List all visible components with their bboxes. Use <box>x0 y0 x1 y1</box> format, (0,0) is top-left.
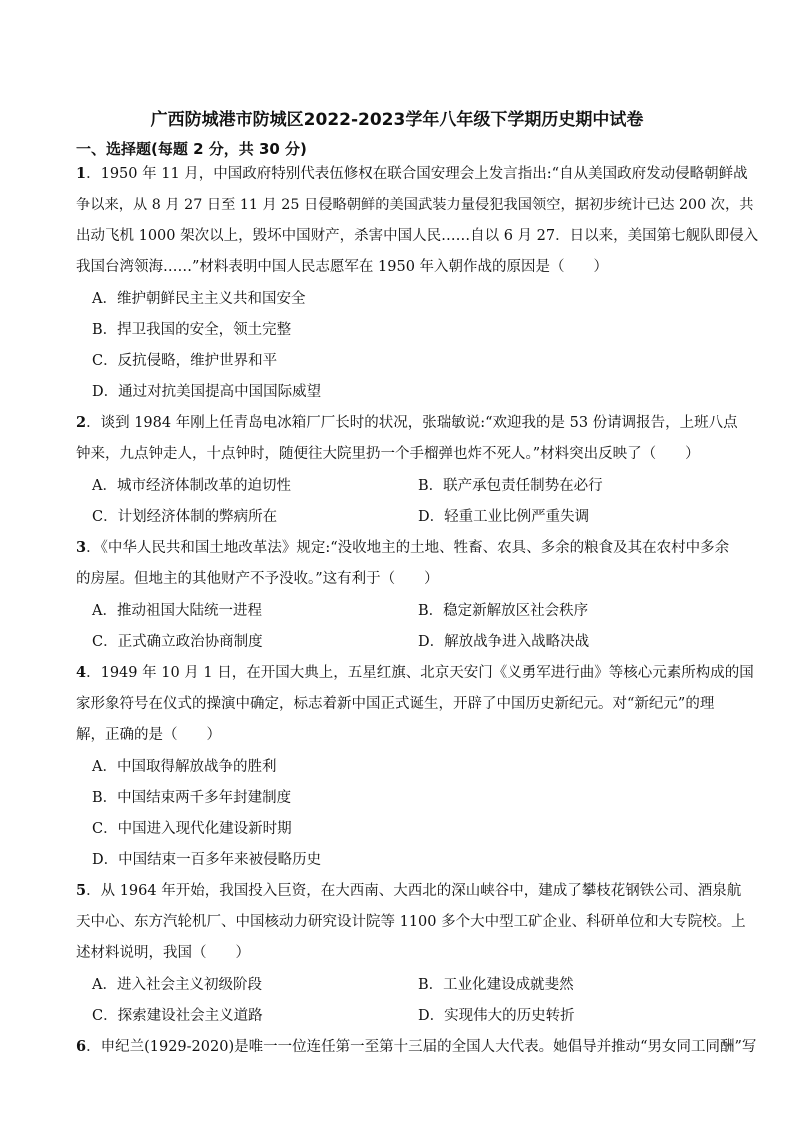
q2-option-b[interactable]: B．联产承包责任制势在必行 <box>418 478 603 494</box>
q3-line-2: 的房屋。但地主的其他财产不予没收。”这有利于（ ） <box>76 571 439 587</box>
q3-option-b[interactable]: B．稳定新解放区社会秩序 <box>418 603 589 619</box>
q4-line-3: 解，正确的是（ ） <box>76 727 221 743</box>
q6-line-1: 6．申纪兰(1929-2020)是唯一一位连任第一至第十三届的全国人大代表。她倡导并推动“男女同工同酬”写 <box>76 1038 757 1055</box>
q1-line-3: 出动飞机 1000 架次以上，毁坏中国财产，杀害中国人民……自以 6 月 27．日以来，美国第七舰队即侵入 <box>76 228 759 244</box>
q5-line-2: 天中心、东方汽轮机厂、中国核动力研究设计院等 1100 多个大中型工矿企业、科研单位和大专院校。上 <box>76 914 746 930</box>
q1-number: 1 <box>76 165 87 182</box>
q1-line-4: 我国台湾领海……”材料表明中国人民志愿军在 1950 年入朝作战的原因是（ ） <box>76 259 609 275</box>
q1-line-1: 1．1950 年 11 月，中国政府特别代表伍修权在联合国安理会上发言指出:“自从美国政府发动侵略朝鲜战 <box>76 165 748 182</box>
q3-line-1: 3．《中华人民共和国土地改革法》规定:“没收地主的土地、牲畜、农具、多余的粮食及其在农村中多余 <box>76 539 730 556</box>
q5-option-a[interactable]: A．进入社会主义初级阶段 <box>92 977 262 993</box>
page-title: 广西防城港市防城区2022-2023学年八年级下学期历史期中试卷 <box>150 110 644 130</box>
q5-line-3: 述材料说明，我国（ ） <box>76 945 250 961</box>
q5-option-c[interactable]: C．探索建设社会主义道路 <box>92 1008 263 1024</box>
q2-line-2: 钟来，九点钟走人，十点钟时，随便往大院里扔一个手榴弹也炸不死人。”材料突出反映了（ ） <box>76 446 700 462</box>
q4-option-d[interactable]: D．中国结束一百多年来被侵略历史 <box>92 852 322 868</box>
q3-option-d[interactable]: D．解放战争进入战略决战 <box>418 634 590 650</box>
q2-option-c[interactable]: C．计划经济体制的弊病所在 <box>92 509 278 525</box>
q4-option-c[interactable]: C．中国进入现代化建设新时期 <box>92 821 292 837</box>
q4-option-b[interactable]: B．中国结束两千多年封建制度 <box>92 790 292 806</box>
q1-option-d[interactable]: D．通过对抗美国提高中国国际威望 <box>92 384 322 400</box>
q1-option-a[interactable]: A．维护朝鲜民主主义共和国安全 <box>92 291 306 307</box>
q3-number: 3 <box>76 539 87 556</box>
q1-option-c[interactable]: C．反抗侵略，维护世界和平 <box>92 353 278 369</box>
q2-number: 2 <box>76 414 87 431</box>
q2-option-a[interactable]: A．城市经济体制改革的迫切性 <box>92 478 291 494</box>
q5-option-d[interactable]: D．实现伟大的历史转折 <box>418 1008 575 1024</box>
q3-option-a[interactable]: A．推动祖国大陆统一进程 <box>92 603 262 619</box>
q5-option-b[interactable]: B．工业化建设成就斐然 <box>418 977 574 993</box>
q5-line-1: 5．从 1964 年开始，我国投入巨资，在大西南、大西北的深山峡谷中，建成了攀枝花钢铁公司、酒泉航 <box>76 882 742 899</box>
q6-number: 6 <box>76 1038 87 1055</box>
q4-option-a[interactable]: A．中国取得解放战争的胜利 <box>92 759 277 775</box>
q4-line-2: 家形象符号在仪式的操演中确定，标志着新中国正式诞生，开辟了中国历史新纪元。对“新纪元”的理 <box>76 696 715 712</box>
q5-number: 5 <box>76 882 87 899</box>
q2-option-d[interactable]: D．轻重工业比例严重失调 <box>418 509 590 525</box>
q4-line-1: 4．1949 年 10 月 1 日，在开国大典上，五星红旗、北京天安门《义勇军进行曲》等核心元素所构成的国 <box>76 664 754 681</box>
q1-option-b[interactable]: B．捍卫我国的安全，领土完整 <box>92 322 292 338</box>
q2-line-1: 2．谈到 1984 年刚上任青岛电冰箱厂厂长时的状况，张瑞敏说:“欢迎我的是 53 份请调报告，上班八点 <box>76 414 738 431</box>
q4-number: 4 <box>76 664 87 681</box>
section-heading: 一、选择题(每题 2 分，共 30 分) <box>76 140 307 158</box>
q1-line-2: 争以来，从 8 月 27 日至 11 月 25 日侵略朝鲜的美国武装力量侵犯我国领空，据初步统计已达 200 次，共 <box>76 197 754 213</box>
q3-option-c[interactable]: C．正式确立政治协商制度 <box>92 634 263 650</box>
